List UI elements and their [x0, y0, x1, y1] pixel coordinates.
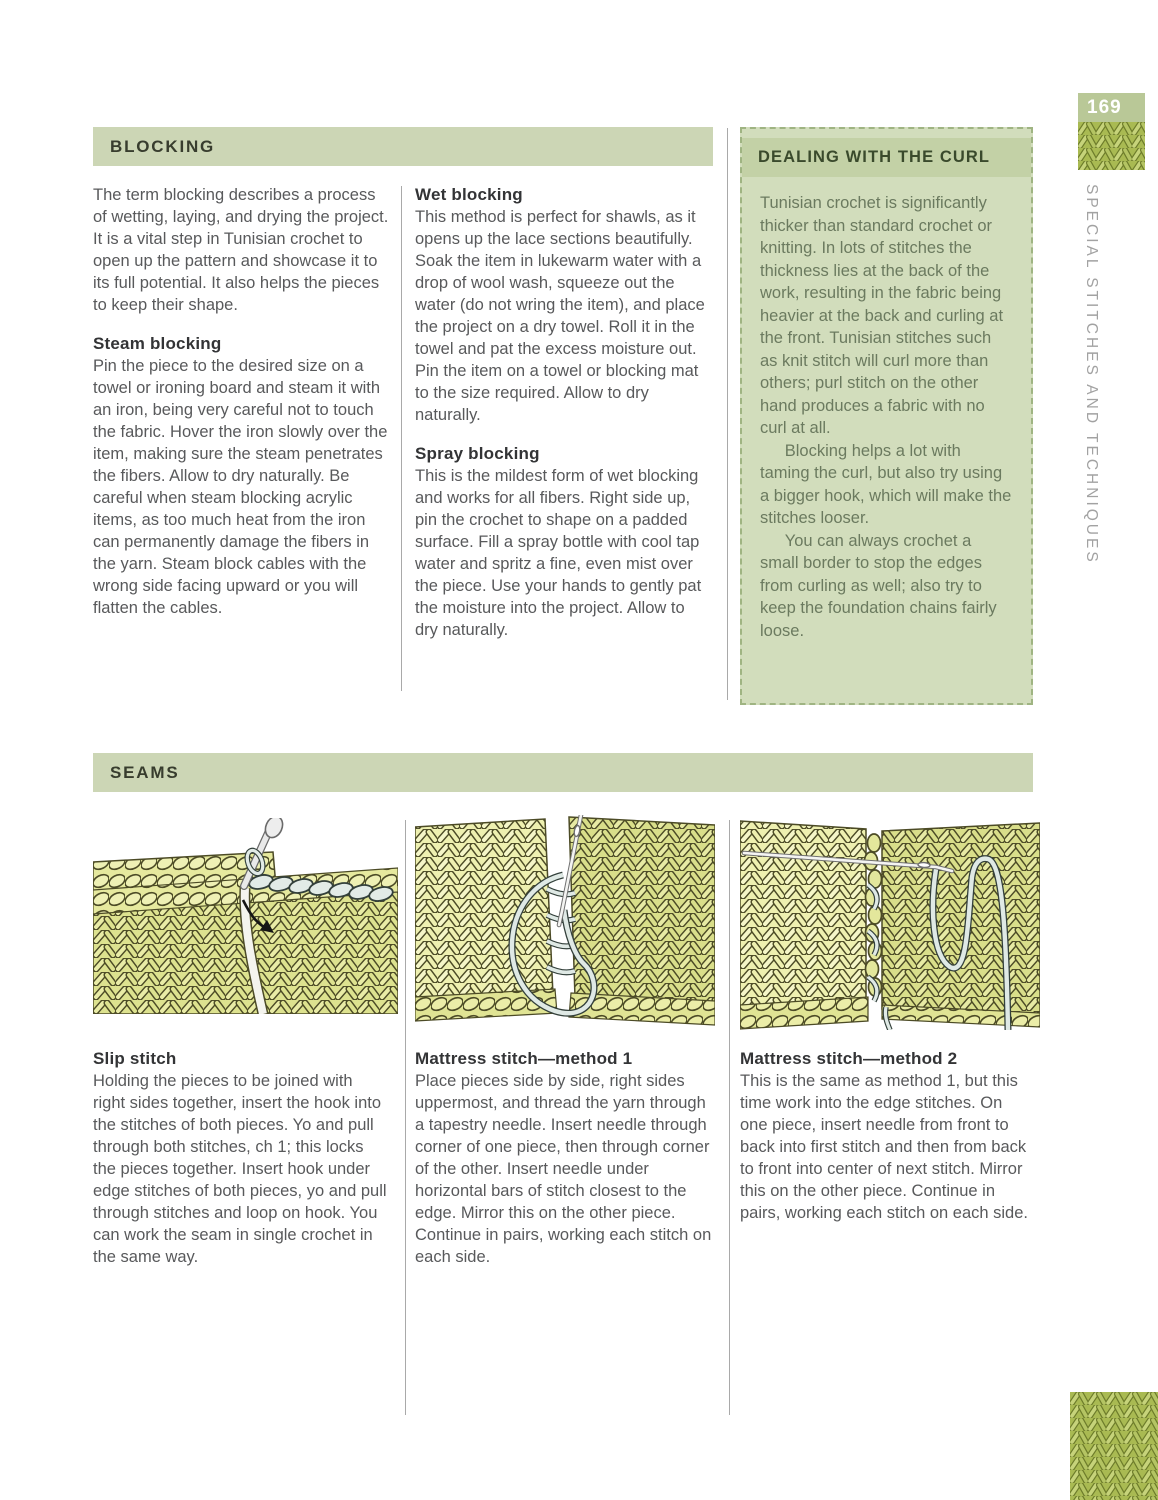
spray-blocking-paragraph: This is the mildest form of wet blocking and works for all fibers. Right side up, pin the crochet to shape on a padded surface. Fill a spray bottle with cool tap water and spritz a fine, even mist over the piece. Use your hands to gently pat the moisture into the project. Allow to dry naturally.: [415, 467, 702, 639]
seams-section-header-band: [93, 753, 1033, 792]
wet-blocking-paragraph: This method is perfect for shawls, as it opens up the lace sections beautifully. Soak the item in lukewarm water with a drop of wool wash, squeeze out the water (do not wring the item), and place the project on a dry towel. Roll it in the towel and pat the excess moisture out. Pin the item on a towel or blocking mat to the size required. Allow to dry naturally.: [415, 208, 705, 424]
spray-blocking-heading: Spray blocking: [415, 444, 540, 463]
column-divider-seams-1: [405, 820, 406, 1415]
column-divider-top-2: [727, 128, 728, 700]
mattress-stitch-method-1-diagram: [415, 815, 715, 1030]
fabric-piece-right: [882, 823, 1040, 1027]
page-number: 169: [1087, 96, 1122, 118]
curl-paragraph-1: Tunisian crochet is significantly thicker than standard crochet or knitting. In lots of stitches the thickness lies at the back of the work, resulting in the fabric being heavier at the back and curling at the front. Tunisian stitches such as knit stitch will curl more than others; purl stitch on the other hand produces a fabric with no curl at all.: [760, 194, 1004, 437]
column-divider-seams-2: [729, 820, 730, 1415]
edge-stitch-chain: [865, 834, 882, 996]
wet-blocking-heading: Wet blocking: [415, 185, 523, 204]
mattress-stitch-method-2-diagram: [740, 815, 1040, 1030]
blocking-column-1: [93, 184, 391, 619]
blocking-header-label: BLOCKING: [110, 136, 216, 156]
steam-blocking-paragraph: Pin the piece to the desired size on a towel or ironing board and steam it with an iron, being very careful not to touch the fabric. Hover the iron slowly over the item, making sure the steam penetrates the fibers. Allow to dry naturally. Be careful when steam blocking acrylic items, as too much heat from the iron can permanently damage the fibers in the yarn. Steam block cables with the wrong side facing upward or you will flatten the cables.: [93, 357, 388, 617]
mattress-method-2-paragraph: This is the same as method 1, but this time work into the edge stitches. On one piece, insert needle from front to back into first stitch and then from back to front into center of next stitch. Mirror this on the other piece. Continue in pairs, working each stitch on each side.: [740, 1072, 1028, 1222]
curl-paragraph-2: Blocking helps a lot with taming the curl, but also try using a bigger hook, which will make the stitches looser.: [760, 441, 1012, 527]
corner-crochet-texture-image: [1070, 1392, 1158, 1500]
steam-blocking-heading: Steam blocking: [93, 334, 222, 353]
curl-box-header: DEALING WITH THE CURL: [742, 138, 1031, 177]
curl-paragraph-3: You can always crochet a small border to stop the edges from curling as well; also try to keep the foundation chains fairly loose.: [760, 531, 997, 640]
slip-stitch-column: [93, 1048, 389, 1268]
tab-crochet-texture-image: [1078, 122, 1145, 170]
slip-stitch-heading: Slip stitch: [93, 1049, 177, 1068]
curl-box-body: [742, 177, 1031, 642]
slip-stitch-diagram: [93, 818, 398, 1014]
dealing-with-the-curl-box: [740, 127, 1033, 705]
blocking-section-header-band: [93, 127, 713, 166]
column-divider-top-1: [401, 186, 402, 691]
mattress-method-1-paragraph: Place pieces side by side, right sides uppermost, and thread the yarn through a tapestry needle. Insert needle through corner of one piece, then through corner of the other. Insert needle under horizontal bars of stitch closest to the edge. Mirror this on the other piece. Continue in pairs, working each stitch on each side.: [415, 1072, 712, 1266]
page-number-tab: [1078, 93, 1145, 122]
sidebar-chapter-title: SPECIAL STITCHES AND TECHNIQUES: [1083, 184, 1100, 565]
mattress-method-2-heading: Mattress stitch—method 2: [740, 1049, 958, 1068]
seams-header-label: SEAMS: [110, 762, 180, 782]
mattress-method-1-column: [415, 1048, 713, 1268]
blocking-intro-paragraph: The term blocking describes a process of wetting, laying, and drying the project. It is a vital step in Tunisian crochet to open up the pattern and showcase it to its full potential. It also helps the pieces to keep their shape.: [93, 186, 389, 314]
mattress-method-2-column: [740, 1048, 1034, 1224]
mattress-method-1-heading: Mattress stitch—method 1: [415, 1049, 633, 1068]
fabric-piece-left: [415, 819, 557, 1021]
slip-stitch-paragraph: Holding the pieces to be joined with right sides together, insert the hook into the stitches of both pieces. Yo and pull through both stitches, ch 1; this locks the pieces together. Insert hook under edge stitches of both pieces, yo and pull through stitches and loop on hook. You can work the seam in single crochet in the same way.: [93, 1072, 387, 1266]
blocking-column-2: [415, 184, 707, 641]
